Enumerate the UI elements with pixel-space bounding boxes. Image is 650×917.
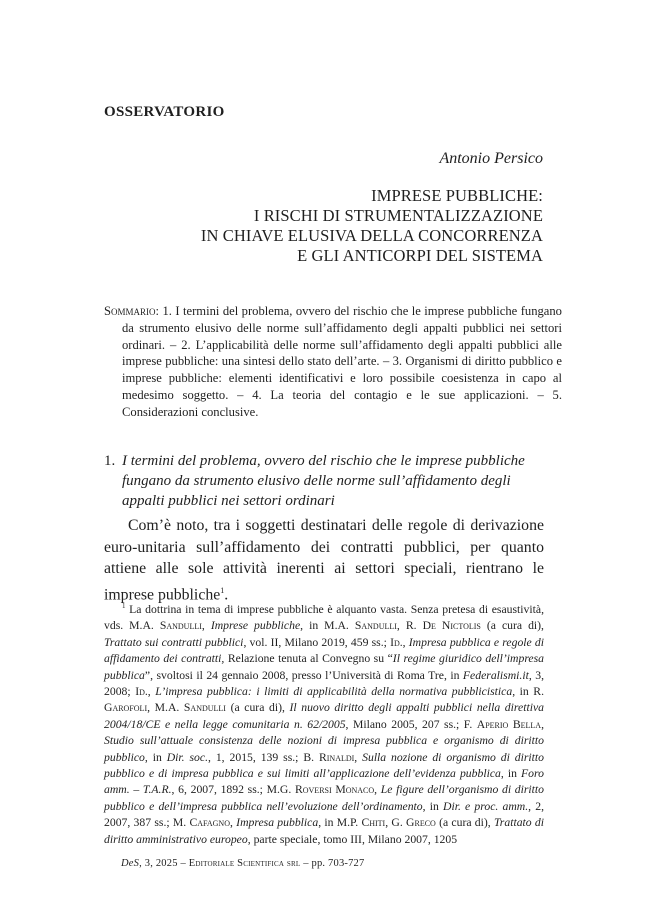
footnote-author-name: Aperio Bella (476, 717, 542, 731)
footnote-citation-title: Dir. soc. (166, 750, 209, 764)
footnote-text-segment: , (229, 816, 237, 830)
title-line: IN CHIAVE ELUSIVA DELLA CONCORRENZA (200, 226, 543, 245)
footnote-author-name: Id. (390, 635, 403, 649)
footnote-author-name: Cafagno (189, 816, 230, 830)
paragraph-text: Com’è noto, tra i soggetti destinatari delle regole di derivazione euro-unitaria sull’affidamento dei contratti pubblici, per quanto attiene alle sole attività inerenti ai settori speciali, rientrano le imprese pubbliche (104, 517, 544, 603)
footnote-text-segment: , (402, 635, 409, 649)
footnote-author-name: Garofoli (104, 701, 148, 715)
footnote-text-segment: , 2, 2007, 387 ss.; M. (104, 799, 545, 830)
footnote-citation-title: Dir. e proc. amm. (443, 799, 529, 813)
footnote-citation-title: Foro amm. – T.A.R. (104, 766, 544, 797)
title-line: I RISCHI DI STRUMENTALIZZAZIONE (253, 206, 543, 225)
footnote-citation-title: Studio sull’attuale consistenza delle nozioni di impresa pubblica e organismo di diritto pubblico (104, 734, 544, 764)
footnote-text-segment: (a cura di), (435, 816, 494, 830)
footnote-author-name: Greco (406, 816, 436, 830)
footnote-text-segment: , in (144, 750, 167, 764)
summary-block (104, 303, 562, 421)
footnote-text-segment: , (541, 717, 544, 731)
footnote-text-segment: , (201, 619, 211, 633)
footnote-citation-title: Impresa pubblica (236, 816, 319, 830)
footnote-citation-title: Federalismi.it (462, 668, 529, 682)
footnote-marker: 1 (122, 602, 126, 610)
section-heading (104, 451, 544, 511)
footnote-author-name: Chiti (361, 816, 386, 830)
publisher-name: Editoriale Scientifica srl (188, 858, 301, 869)
footnote-citation-title: Il regime giuridico dell’impresa pubblica (104, 652, 545, 682)
footnote-text-segment: , M.A. (147, 701, 184, 715)
footnote-text-segment: , 6, 2007, 1892 ss.; M.G. (171, 783, 295, 797)
footnote-citation-title: Il nuovo diritto degli appalti pubblici nella direttiva 2004/18/CE e nella legge comunitaria n. 62/2005 (104, 701, 544, 731)
body-paragraph (104, 515, 544, 605)
journal-name: DeS (121, 858, 140, 869)
footnote-text-segment: , 3, 2008; (104, 668, 544, 698)
footnote-text-segment: , in M.P. (318, 816, 362, 830)
footnote-text-segment: , in (422, 799, 444, 813)
author-name: Antonio Persico (439, 150, 543, 167)
footnote-text-segment: , (374, 783, 381, 797)
footnote-text-segment: , in M.A. (300, 619, 355, 633)
footnote-author-name: De Nictolis (422, 619, 481, 633)
footnote-reference[interactable]: 1 (220, 585, 225, 595)
footnote-text-segment: La dottrina in tema di imprese pubbliche è alquanto vasta. Senza pretesa di esaustività, vds. M.A. (104, 602, 545, 633)
footnote-citation-title: Trattato sui contratti pubblici (104, 635, 244, 649)
footnote-author-name: Roversi Monaco (294, 783, 375, 797)
footnote-text-segment: Relazione tenuta al Convegno su “ (224, 652, 393, 666)
footnote-text-segment: , G. (385, 816, 407, 830)
footnote-text (104, 603, 544, 846)
page-footer (121, 858, 364, 869)
article-title (83, 186, 543, 266)
footnote-citation-title: Sulla nozione di organismo di diritto pubblico e di impresa pubblica e sui limiti all’applicazione dell’evidenza pubblica (104, 750, 545, 780)
footnote-text-segment: , (147, 684, 156, 698)
footnote-text-segment: , R. (396, 619, 423, 633)
footnote-author-name: Id. (135, 684, 148, 698)
summary-label: Sommario: (104, 304, 160, 318)
footnote-text-segment: , in R. (512, 684, 545, 698)
footnote-citation-title: Imprese pubbliche (210, 619, 301, 633)
footnote-author-name: Sandulli (159, 619, 202, 633)
footnote-citation-title: Le figure dell’organismo di diritto pubblico e dell’impresa pubblica nell’evoluzione dell’ordinamento (104, 783, 544, 813)
footnote-citation-title: L’impresa pubblica: i limiti di applicabilità della normativa pubblicistica (155, 684, 513, 698)
footnote-text-segment: (a cura di), (480, 619, 544, 633)
footnote-text-segment: , vol. II, Milano 2019, 459 ss.; (243, 635, 391, 649)
section-label: OSSERVATORIO (104, 104, 225, 120)
page-range: – pp. 703-727 (300, 858, 365, 869)
section-number: 1. (104, 453, 116, 469)
footnote-author-name: Sandulli (183, 701, 226, 715)
footnote-text-segment: , 1, 2015, 139 ss.; B. (208, 750, 319, 764)
footnote (104, 598, 544, 848)
paragraph-end: . (224, 585, 229, 603)
title-line: IMPRESE PUBBLICHE: (371, 186, 543, 205)
journal-issue: , 3, 2025 – (139, 858, 189, 869)
footnote-citation-title: Trattato di diritto amministrativo europeo (104, 816, 544, 846)
footnote-text-segment: , in (500, 766, 522, 780)
title-line: E GLI ANTICORPI DEL SISTEMA (297, 246, 543, 265)
footnote-text-segment: ”, svoltosi il 24 gennaio 2008, presso l’Università di Roma Tre, in (144, 668, 463, 682)
section-heading-text: I termini del problema, ovvero del rischio che le imprese pubbliche fungano da strumento elusivo delle norme sull’affidamento degli appalti pubblici nei settori ordinari (122, 453, 525, 509)
footnote-text-segment: , (354, 750, 363, 764)
footnote-author-name: Rinaldi (318, 750, 355, 764)
footnote-citation-title: Impresa pubblica e regole di affidamento dei contratti, (104, 635, 544, 666)
summary-text: 1. I termini del problema, ovvero del rischio che le imprese pubbliche fungano da strumento elusivo delle norme sull’affidamento degli appalti pubblici nei settori ordinari. – 2. L’applicabilità delle norme sull’affidamento degli appalti pubblici alle imprese pubbliche: una sintesi dello stato dell’arte. – 3. Organismi di diritto pubblico e imprese pubbliche: elementi identificativi e loro possibile coesistenza in capo al medesimo soggetto. – 4. La teoria del contagio e le sue applicazioni. – 5. Considerazioni conclusive. (122, 304, 562, 419)
footnote-text-segment: , parte speciale, tomo III, Milano 2007, 1205 (247, 832, 458, 846)
footnote-text-segment: , Milano 2005, 207 ss.; F. (345, 717, 477, 731)
footnote-author-name: Sandulli (354, 619, 397, 633)
footnote-text-segment: (a cura di), (225, 701, 290, 715)
